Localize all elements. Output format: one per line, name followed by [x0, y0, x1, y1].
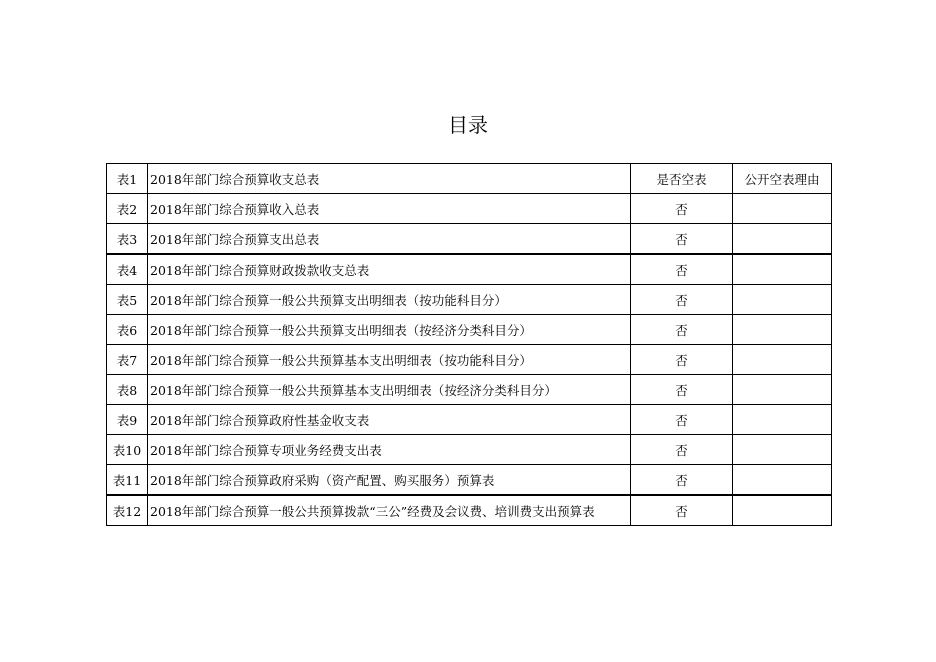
table-row	[107, 194, 832, 224]
table-name-cell: 2018年部门综合预算一般公共预算支出明细表（按功能科目分）	[148, 285, 631, 315]
table-row	[107, 345, 832, 375]
empty-reason-cell	[733, 224, 832, 255]
table-number-cell: 表8	[107, 375, 148, 405]
table-number-cell: 表3	[107, 224, 148, 255]
table-row	[107, 495, 832, 526]
empty-reason-cell	[733, 315, 832, 345]
empty-reason-cell	[733, 405, 832, 435]
table-number-cell: 表6	[107, 315, 148, 345]
table-name-cell: 2018年部门综合预算收支总表	[148, 164, 631, 194]
empty-reason-cell	[733, 435, 832, 465]
table-name-cell: 2018年部门综合预算收入总表	[148, 194, 631, 224]
is-empty-cell: 否	[631, 254, 733, 285]
table-name-cell: 2018年部门综合预算支出总表	[148, 224, 631, 255]
table-row	[107, 315, 832, 345]
table-number-cell: 表12	[107, 495, 148, 526]
empty-reason-cell	[733, 194, 832, 224]
table-name-cell: 2018年部门综合预算财政拨款收支总表	[148, 254, 631, 285]
is-empty-cell: 否	[631, 345, 733, 375]
is-empty-cell: 否	[631, 375, 733, 405]
table-name-cell: 2018年部门综合预算政府性基金收支表	[148, 405, 631, 435]
table-number-cell: 表10	[107, 435, 148, 465]
empty-reason-cell	[733, 495, 832, 526]
empty-reason-cell	[733, 254, 832, 285]
empty-reason-cell	[733, 285, 832, 315]
table-name-cell: 2018年部门综合预算一般公共预算基本支出明细表（按功能科目分）	[148, 345, 631, 375]
is-empty-cell: 否	[631, 315, 733, 345]
table-name-cell: 2018年部门综合预算一般公共预算基本支出明细表（按经济分类科目分）	[148, 375, 631, 405]
column-header-empty-reason: 公开空表理由	[733, 164, 832, 194]
table-row	[107, 254, 832, 285]
table-number-cell: 表5	[107, 285, 148, 315]
table-row	[107, 285, 832, 315]
empty-reason-cell	[733, 465, 832, 496]
table-row	[107, 405, 832, 435]
table-number-cell: 表11	[107, 465, 148, 496]
is-empty-cell: 否	[631, 495, 733, 526]
is-empty-cell: 否	[631, 465, 733, 496]
table-number-cell: 表4	[107, 254, 148, 285]
page-title: 目录	[448, 113, 488, 137]
table-number-cell: 表7	[107, 345, 148, 375]
is-empty-cell: 否	[631, 435, 733, 465]
empty-reason-cell	[733, 375, 832, 405]
is-empty-cell: 否	[631, 405, 733, 435]
table-row	[107, 465, 832, 496]
table-number-cell: 表9	[107, 405, 148, 435]
toc-table	[106, 163, 832, 526]
table-row	[107, 375, 832, 405]
table-name-cell: 2018年部门综合预算一般公共预算支出明细表（按经济分类科目分）	[148, 315, 631, 345]
column-header-is-empty: 是否空表	[631, 164, 733, 194]
empty-reason-cell	[733, 345, 832, 375]
is-empty-cell: 否	[631, 224, 733, 255]
table-header-row	[107, 164, 832, 194]
table-row	[107, 435, 832, 465]
is-empty-cell: 否	[631, 194, 733, 224]
table-number-cell: 表1	[107, 164, 148, 194]
is-empty-cell: 否	[631, 285, 733, 315]
table-row	[107, 224, 832, 255]
table-name-cell: 2018年部门综合预算一般公共预算拨款“三公”经费及会议费、培训费支出预算表	[148, 495, 631, 526]
table-name-cell: 2018年部门综合预算专项业务经费支出表	[148, 435, 631, 465]
table-number-cell: 表2	[107, 194, 148, 224]
table-name-cell: 2018年部门综合预算政府采购（资产配置、购买服务）预算表	[148, 465, 631, 496]
